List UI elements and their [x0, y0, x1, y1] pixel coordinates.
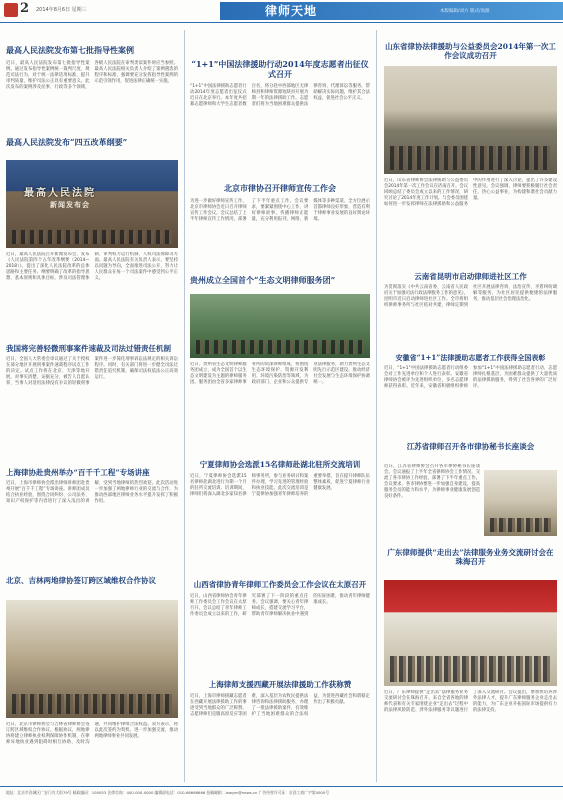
article-shandong-title	[384, 42, 557, 64]
article-title: 山东省律协法律援助与公益委员会2014年第一次工作会议成功召开	[385, 42, 556, 60]
article-title: 上海律师支援西藏开展法律援助工作获称赞	[208, 680, 352, 689]
article-fast-track-trials	[6, 344, 178, 464]
editor-credits: 本版编辑/刘方 版式/高源	[440, 9, 490, 14]
article-title: “1+1”中国法律援助行动2014年度志愿者出征仪式召开	[191, 60, 369, 79]
article-shanghai-lecture	[6, 468, 178, 572]
article-title: 最高人民法院发布第七批指导性案例	[6, 46, 134, 55]
article-ningxia-training	[190, 460, 370, 580]
photo-people	[196, 340, 364, 354]
photo-banner-subtext: 新闻发布会	[50, 200, 90, 209]
article-body: 近日，江苏省律师协会召开各市律协秘书长座谈会。会议通报了上半年全省律师协会工作情况，交流了各市律协工作经验，部署了下半年重点工作。会议要求，各市律协要进一步加强自身建设，提高服务会员的能力和水平，为律师事业健康发展创造良好条件。	[384, 464, 480, 499]
column-divider	[184, 30, 185, 782]
article-body: “1+1”中国法律援助志愿者行动2014年度志愿者出征仪式近日在北京举行。本年度共招募志愿律师和大学生志愿者数百名，将分赴中西部地区无律师县和律师资源短缺县开展为期一年的法律援助工作。志愿者们将为当地困难群众提供法律咨询、代理诉讼等服务，帮助解决实际问题，维护其合法权益，促进社会公平正义。	[190, 84, 370, 108]
photo-banner-text: 最高人民法院	[24, 188, 96, 199]
article-shandong	[384, 178, 557, 268]
article-reform-outline-title	[6, 138, 178, 156]
signing-ceremony-photo	[6, 600, 178, 718]
page-footer	[0, 786, 563, 800]
article-title: 北京市律协召开律师宣传工作会	[224, 184, 336, 193]
article-title: 云南省昆明市启动律师进社区工作	[414, 272, 527, 281]
guizhou-ceremony-photo	[190, 294, 370, 358]
article-title: 北京、吉林两地律协签订跨区域维权合作协议	[6, 576, 156, 585]
shandong-meeting-photo	[384, 66, 557, 174]
article-kunming	[384, 272, 557, 352]
article-beijing-publicity	[190, 184, 370, 272]
footer-contact-text: 地址：北京市西城区广安门内大街79号 邮政编码：100053 法律咨询：400-000-0000 编辑部电话：010-66666666 投稿邮箱：lawyer@news.cn 广告经营许可证：京西工商广字第0000号	[6, 790, 330, 795]
article-body: 近日，宁夏律师协会选派15名律师赴湖北进行为期一个月的驻所交流培训。培训期间，律师们将深入湖北多家知名律师事务所，参与业务研讨和案件办理，学习先进的管理经验和执业技能。此次交流培训是宁夏律协加强青年律师培养的重要举措，旨在提升律师队伍整体素质，促进宁夏律师行业健康发展。	[190, 474, 370, 497]
article-anhui	[384, 354, 557, 440]
photo-people	[490, 518, 551, 532]
article-beijing-jilin-title	[6, 576, 178, 596]
article-title: 我国将完善轻微刑事案件速裁及司法过错责任机制	[6, 344, 171, 353]
issue-date: 2014年8月6日 星期三	[36, 7, 87, 13]
article-body: 近日，“1+1”中国法律援助志愿者行动组委会对工作先进单位和个人进行表彰。安徽省律师协会被评为先进组织单位，多名志愿律师获得表彰。近年来，安徽省积极组织律师参加“1+1”中国法律援助志愿者行动，志愿律师扎根基层，为困难群众提供了大量优质的法律援助服务，得到了社会各界的广泛好评。	[384, 366, 557, 390]
article-body: 为进一步做好律师宣传工作，北京市律师协会近日召开律师宣传工作会议。会议总结了上半年律师宣传工作情况，部署了下半年重点工作。会议要求，要紧紧围绕中心工作，讲好律师故事，传播律师正能量，充分利用报刊、网络、新媒体等多种渠道，全方位展示首都律师良好形象，营造有利于律师事业发展的良好舆论环境。	[190, 198, 370, 222]
article-title: 最高人民法院发布“四五改革纲要”	[6, 138, 128, 147]
column-divider	[376, 30, 377, 782]
article-reform-outline	[6, 252, 178, 334]
photo-people	[12, 694, 172, 714]
article-body: 为贯彻落实《中共云南省委、云南省人民政府关于加强司法行政法律服务工作的意见》，昆明市近日启动律师进社区工作。全市将组织律师事务所与社区结对共建，律师定期到社区开展法律咨询、法治宣传、矛盾纠纷调解等服务，为社区居民提供便捷的法律服务，推动基层社会治理法治化。	[384, 285, 557, 308]
photo-people	[390, 146, 551, 170]
jiangsu-meeting-photo	[484, 470, 557, 536]
article-title: 宁夏律师协会选派15名律师赴湖北驻所交流培训	[199, 460, 361, 469]
guangdong-seminar-photo	[384, 580, 557, 686]
page-number: 2	[20, 1, 30, 16]
article-body: 近日，广东律师提供“走出去”法律服务业务交流研讨会在珠海召开。来自全省各地的律师代表和有关专家围绕企业“走出去”过程中的法律风险防范、涉外法律服务等议题进行了深入交流研讨。会议提出，要加快培养涉外法律人才，提升广东律师服务企业走出去的能力，为广东企业开拓国际市场提供有力的法律支持。	[384, 690, 557, 713]
header-rule	[0, 22, 563, 23]
article-body: 近日，最高人民法院召开新闻发布会，发布《人民法院第四个五年改革纲要（2014—2018）》，提出了深化人民法院改革的总体思路和主要任务。纲要明确了改革的指导思想、基本原则和具体目标，涉及司法管理体制、审判权力运行机制、人权司法保障等方面。最高人民法院有关负责人表示，要坚持以问题为导向，全面推进司法公开，努力让人民群众在每一个司法案件中感受到公平正义。	[6, 252, 178, 281]
section-title: 律师天地	[265, 4, 318, 18]
article-guangdong	[384, 690, 557, 782]
photo-people	[390, 656, 551, 682]
press-conference-photo	[6, 160, 178, 248]
article-body: 近日，全国人大常委会审议通过了关于授权在部分地区开展刑事案件速裁程序试点工作的决定。试点工作将在北京、天津等地开展，对事实清楚、证据充分，被告人自愿认罪，当事人对适用法律没有争议的轻微刑事案件进一步简化刑事诉讼法规定的相关诉讼程序。同时，有关部门将进一步健全司法过错责任追究机制，确保司法权依法公正高效运行。	[6, 357, 178, 386]
article-body: 近日，贵州省生态文明律师服务团成立，成为全国首个以生态文明建设为主题的律师服务团。服务团由全省多家律师事务所的资深律师组成，将围绕生态环境保护、资源开发利用、环境污染防治等领域，为政府部门、企业和公众提供专业法律服务，助力贵州生态文明先行示范区建设，推动经济社会发展与生态环境保护协调统一。	[190, 362, 370, 385]
article-shanghai-tibet	[190, 680, 370, 782]
newspaper-logo-icon	[4, 3, 18, 17]
article-title: 贵州成立全国首个“生态文明律师服务团”	[190, 276, 336, 285]
article-body: 近日，山东省律师协会法律援助与公益委员会2014年第一次工作会议在济南召开。会议回顾总结了委员会成立以来的工作情况，研究讨论了2014年度工作计划。与会委员围绕如何进一步发挥律师在法律援助和公益服务中的作用进行了深入讨论，提出了许多建设性意见。会议强调，律师要积极履行社会责任，热心公益事业，为构建和谐社会贡献力量。	[384, 178, 557, 207]
article-body: 近日，北京市律师协会与吉林省律师协会签订跨区域维权合作协议。根据协议，两地律协将建立律师执业权利保障协作机制，在律师异地执业遇到阻碍时相互协助、及时沟通，共同维护律师合法权益。双方表示，将以此次签约为契机，进一步加强交流，推动两地律师事业共同发展。	[6, 722, 178, 745]
article-title: 广东律师提供“走出去”法律服务业务交流研讨会在珠海召开	[387, 548, 554, 566]
article-title: 安徽省“1+1”法律援助志愿者工作获得全国表彰	[395, 354, 546, 362]
article-title: 江苏省律师召开各市律协秘书长座谈会	[406, 442, 535, 451]
article-guiding-cases	[6, 46, 178, 132]
article-body: 近日，上海市律师援藏志愿者在西藏开展法律援助工作的事迹受到当地群众的广泛称赞。志愿律师们克服高原反应等困难，深入基层为农牧民提供法律咨询和法律援助服务，办理了一批法律援助案件，有效维护了当地困难群众的合法权益，为促进西藏社会和谐稳定作出了积极贡献。	[190, 694, 370, 717]
article-title: 上海律协赴贵州举办“百千千工程”专场讲座	[6, 468, 150, 477]
page-header	[0, 0, 563, 22]
article-beijing-jilin	[6, 722, 178, 782]
article-guizhou	[190, 362, 370, 452]
article-body: 近日，上海市律师协会派出律师讲师团赴贵州开展“百千千工程”专场讲座。讲师团成员结合执业经验，围绕合同纠纷、公司法务、知识产权保护等内容进行了深入浅出的讲解，受到当地律师的热烈欢迎。此次活动进一步加强了两地律师行业的交流与合作，为推动西部地区律师业务水平提升发挥了积极作用。	[6, 481, 178, 504]
article-guangdong-title	[384, 548, 557, 576]
photo-people	[12, 230, 172, 244]
article-guizhou-title	[190, 276, 370, 292]
article-body: 近日，山西省律师协会青年律师工作委员会工作会议在太原召开。会议总结了青年律师工作委员会成立以来的工作，研究部署了下一阶段的重点任务。会议强调，要关心青年律师成长，搭建交流学习平台，帮助青年律师解决执业中遇到的实际困难，推动青年律师健康成长。	[190, 594, 370, 617]
article-jiangsu-title	[384, 442, 557, 462]
article-legal-aid-volunteers	[190, 60, 370, 172]
article-shanxi-youth	[190, 580, 370, 674]
article-body: 近日，最高人民法院发布第七批指导性案例。通过发布指导性案例统一裁判尺度，规范司法行为，对于统一法律适用标准，提升审判质量，维护司法公正具有重要意义。此次发布的案例涉及民事、行政等多个领域，各级人民法院在审判类似案件时应当参照。最高人民法院相关负责人介绍了案例遴选的程序和标准，强调要充分发挥指导性案例的示范引领作用，促进法律正确统一实施。	[6, 60, 178, 90]
article-title: 山西省律协青年律师工作委员会工作会议在太原召开	[193, 580, 367, 589]
